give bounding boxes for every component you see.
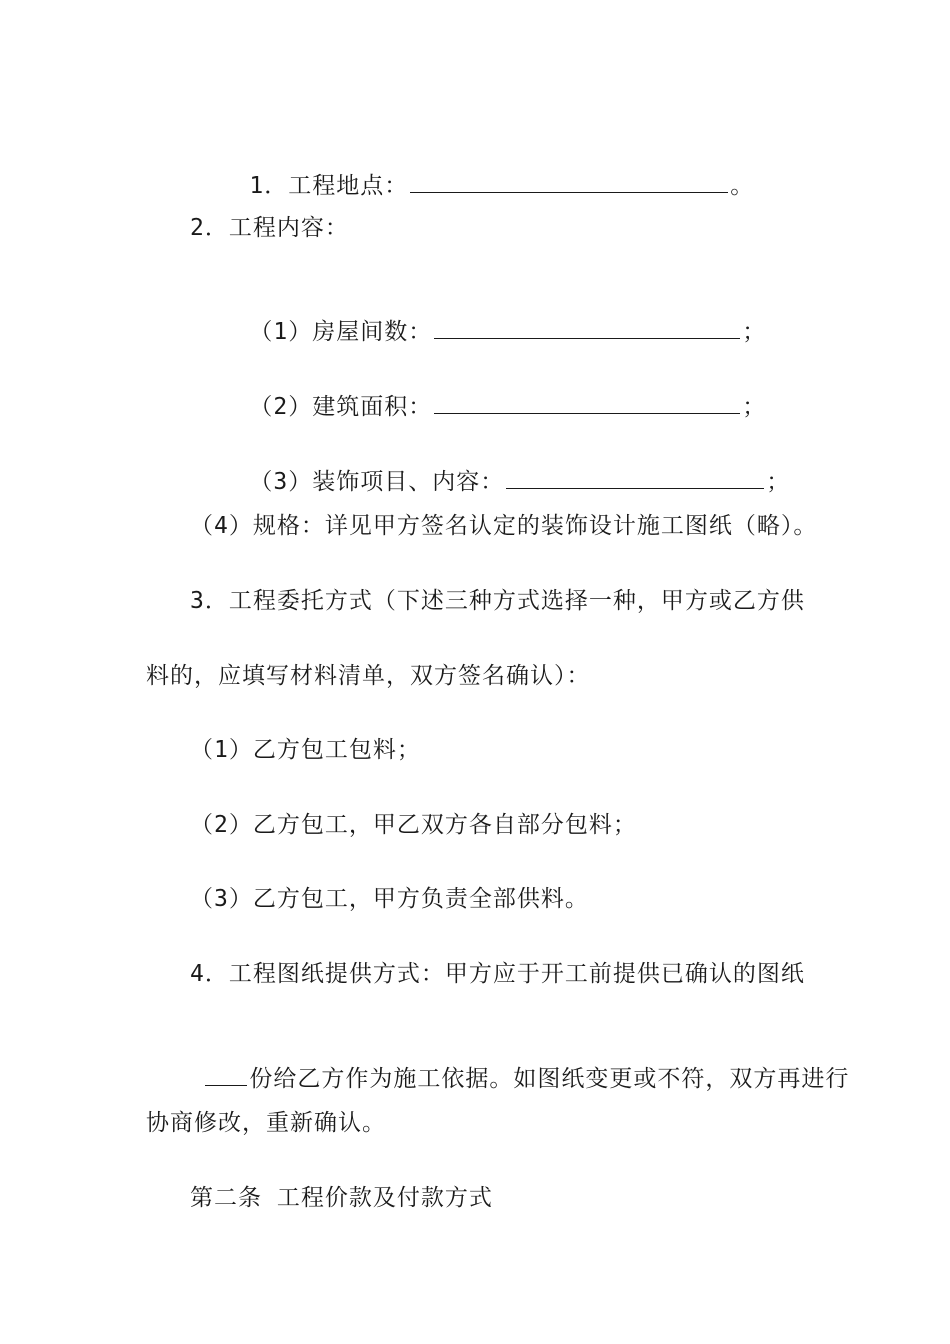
option-partial-materials: （2）乙方包工，甲乙双方各自部分包料； <box>190 812 637 838</box>
blank-decoration-items[interactable] <box>506 467 764 489</box>
end-building-area: ； <box>742 394 767 420</box>
end-project-location: 。 <box>730 173 755 199</box>
item-drawing-provision-line3: 协商修改，重新确认。 <box>146 1110 386 1136</box>
item-commission-method-line2: 料的，应填写材料清单，双方签名确认）： <box>146 663 591 689</box>
text-drawing-provision-line2: 份给乙方作为施工依据。如图纸变更或不符，双方再进行 <box>249 1066 850 1092</box>
item-commission-method-line1: 3．工程委托方式（下述三种方式选择一种，甲方或乙方供 <box>190 588 805 614</box>
section-heading-article-2: 第二条 工程价款及付款方式 <box>190 1185 493 1211</box>
end-room-count: ； <box>742 319 767 345</box>
item-specification: （4）规格：详见甲方签名认定的装饰设计施工图纸（略）。 <box>190 513 818 539</box>
item-project-content: 2．工程内容： <box>190 215 349 241</box>
label-room-count: （1）房屋间数： <box>249 319 433 345</box>
blank-project-location[interactable] <box>410 171 728 193</box>
option-labor-and-materials: （1）乙方包工包料； <box>190 737 421 763</box>
label-building-area: （2）建筑面积： <box>249 394 433 420</box>
label-project-location: 1．工程地点： <box>249 173 409 199</box>
blank-building-area[interactable] <box>434 392 740 414</box>
label-decoration-items: （3）装饰项目、内容： <box>249 469 505 495</box>
end-decoration-items: ； <box>766 469 791 495</box>
item-drawing-provision-line1: 4．工程图纸提供方式：甲方应于开工前提供已确认的图纸 <box>190 961 805 987</box>
blank-drawing-copies[interactable] <box>205 1064 247 1086</box>
blank-room-count[interactable] <box>434 317 740 339</box>
option-party-a-supplies: （3）乙方包工，甲方负责全部供料。 <box>190 886 589 912</box>
